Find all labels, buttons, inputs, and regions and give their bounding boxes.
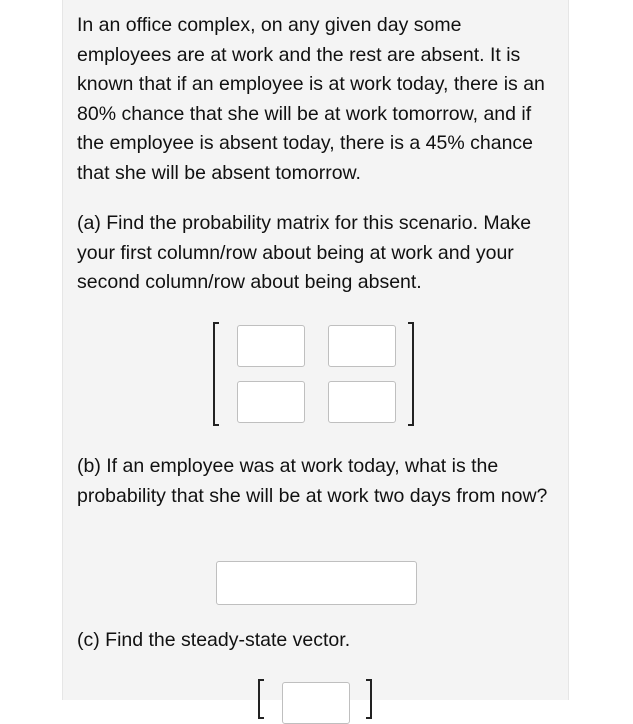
part-b-answer-input[interactable] <box>216 561 417 605</box>
vector-left-bracket <box>258 679 264 719</box>
matrix-input-r2c1[interactable] <box>237 381 305 423</box>
matrix-right-bracket <box>408 322 414 426</box>
part-c-prompt: (c) Find the steady-state vector. <box>77 629 351 651</box>
matrix-left-bracket <box>213 322 219 426</box>
steady-state-input-r1[interactable] <box>282 682 350 724</box>
matrix-input-r2c2[interactable] <box>328 381 396 423</box>
part-a-prompt: (a) Find the probability matrix for this scenario. Make your first column/row about being at work and your second column/row about being absent. <box>77 212 532 293</box>
matrix-input-r1c1[interactable] <box>237 325 305 367</box>
matrix-input-r1c2[interactable] <box>328 325 396 367</box>
question-intro: In an office complex, on any given day some employees are at work and the rest are absent. It is known that if an employee is at work today, there is an 80% chance that she will be at work tomorrow, and if the employee is absent today, there is a 45% chance that she will be absent tomorrow. <box>77 14 545 184</box>
vector-right-bracket <box>366 679 372 719</box>
part-b-prompt: (b) If an employee was at work today, what is the probability that she will be at work two days from now? <box>77 455 548 507</box>
